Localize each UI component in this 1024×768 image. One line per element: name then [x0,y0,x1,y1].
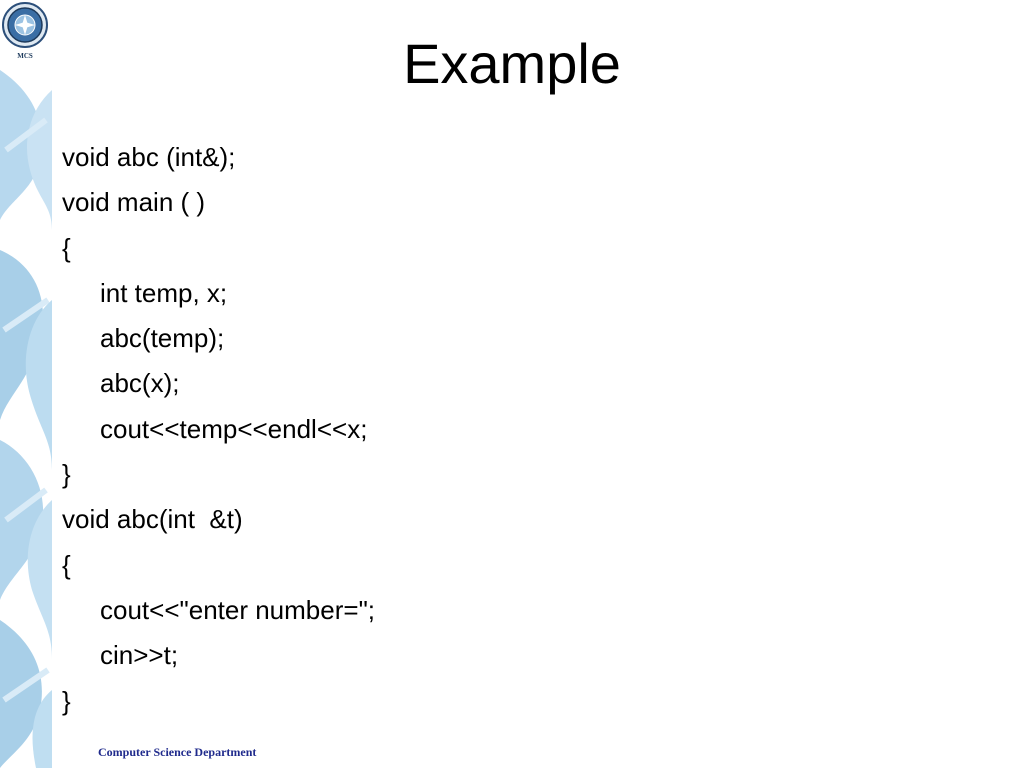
code-line: } [62,685,71,716]
code-line: void abc(int &t) [62,504,243,535]
footer-department: Computer Science Department [98,745,257,759]
code-listing [62,135,375,724]
code-line: void abc (int&); [62,142,236,172]
decorative-side-band [0,0,52,768]
side-band-pattern [0,0,52,768]
code-line: cout<<"enter number="; [100,594,376,625]
slide-title: Example [403,32,621,95]
code-line: } [62,459,71,490]
code-line: int temp, x; [100,277,228,308]
code-line: cin>>t; [100,640,179,671]
code-line: void main ( ) [62,187,206,218]
code-line: { [62,549,71,580]
code-line: abc(temp); [100,323,225,354]
code-line: { [62,232,71,263]
svg-text:MCS: MCS [17,52,33,60]
code-line: abc(x); [100,368,180,399]
code-line: cout<<temp<<endl<<x; [100,413,368,444]
